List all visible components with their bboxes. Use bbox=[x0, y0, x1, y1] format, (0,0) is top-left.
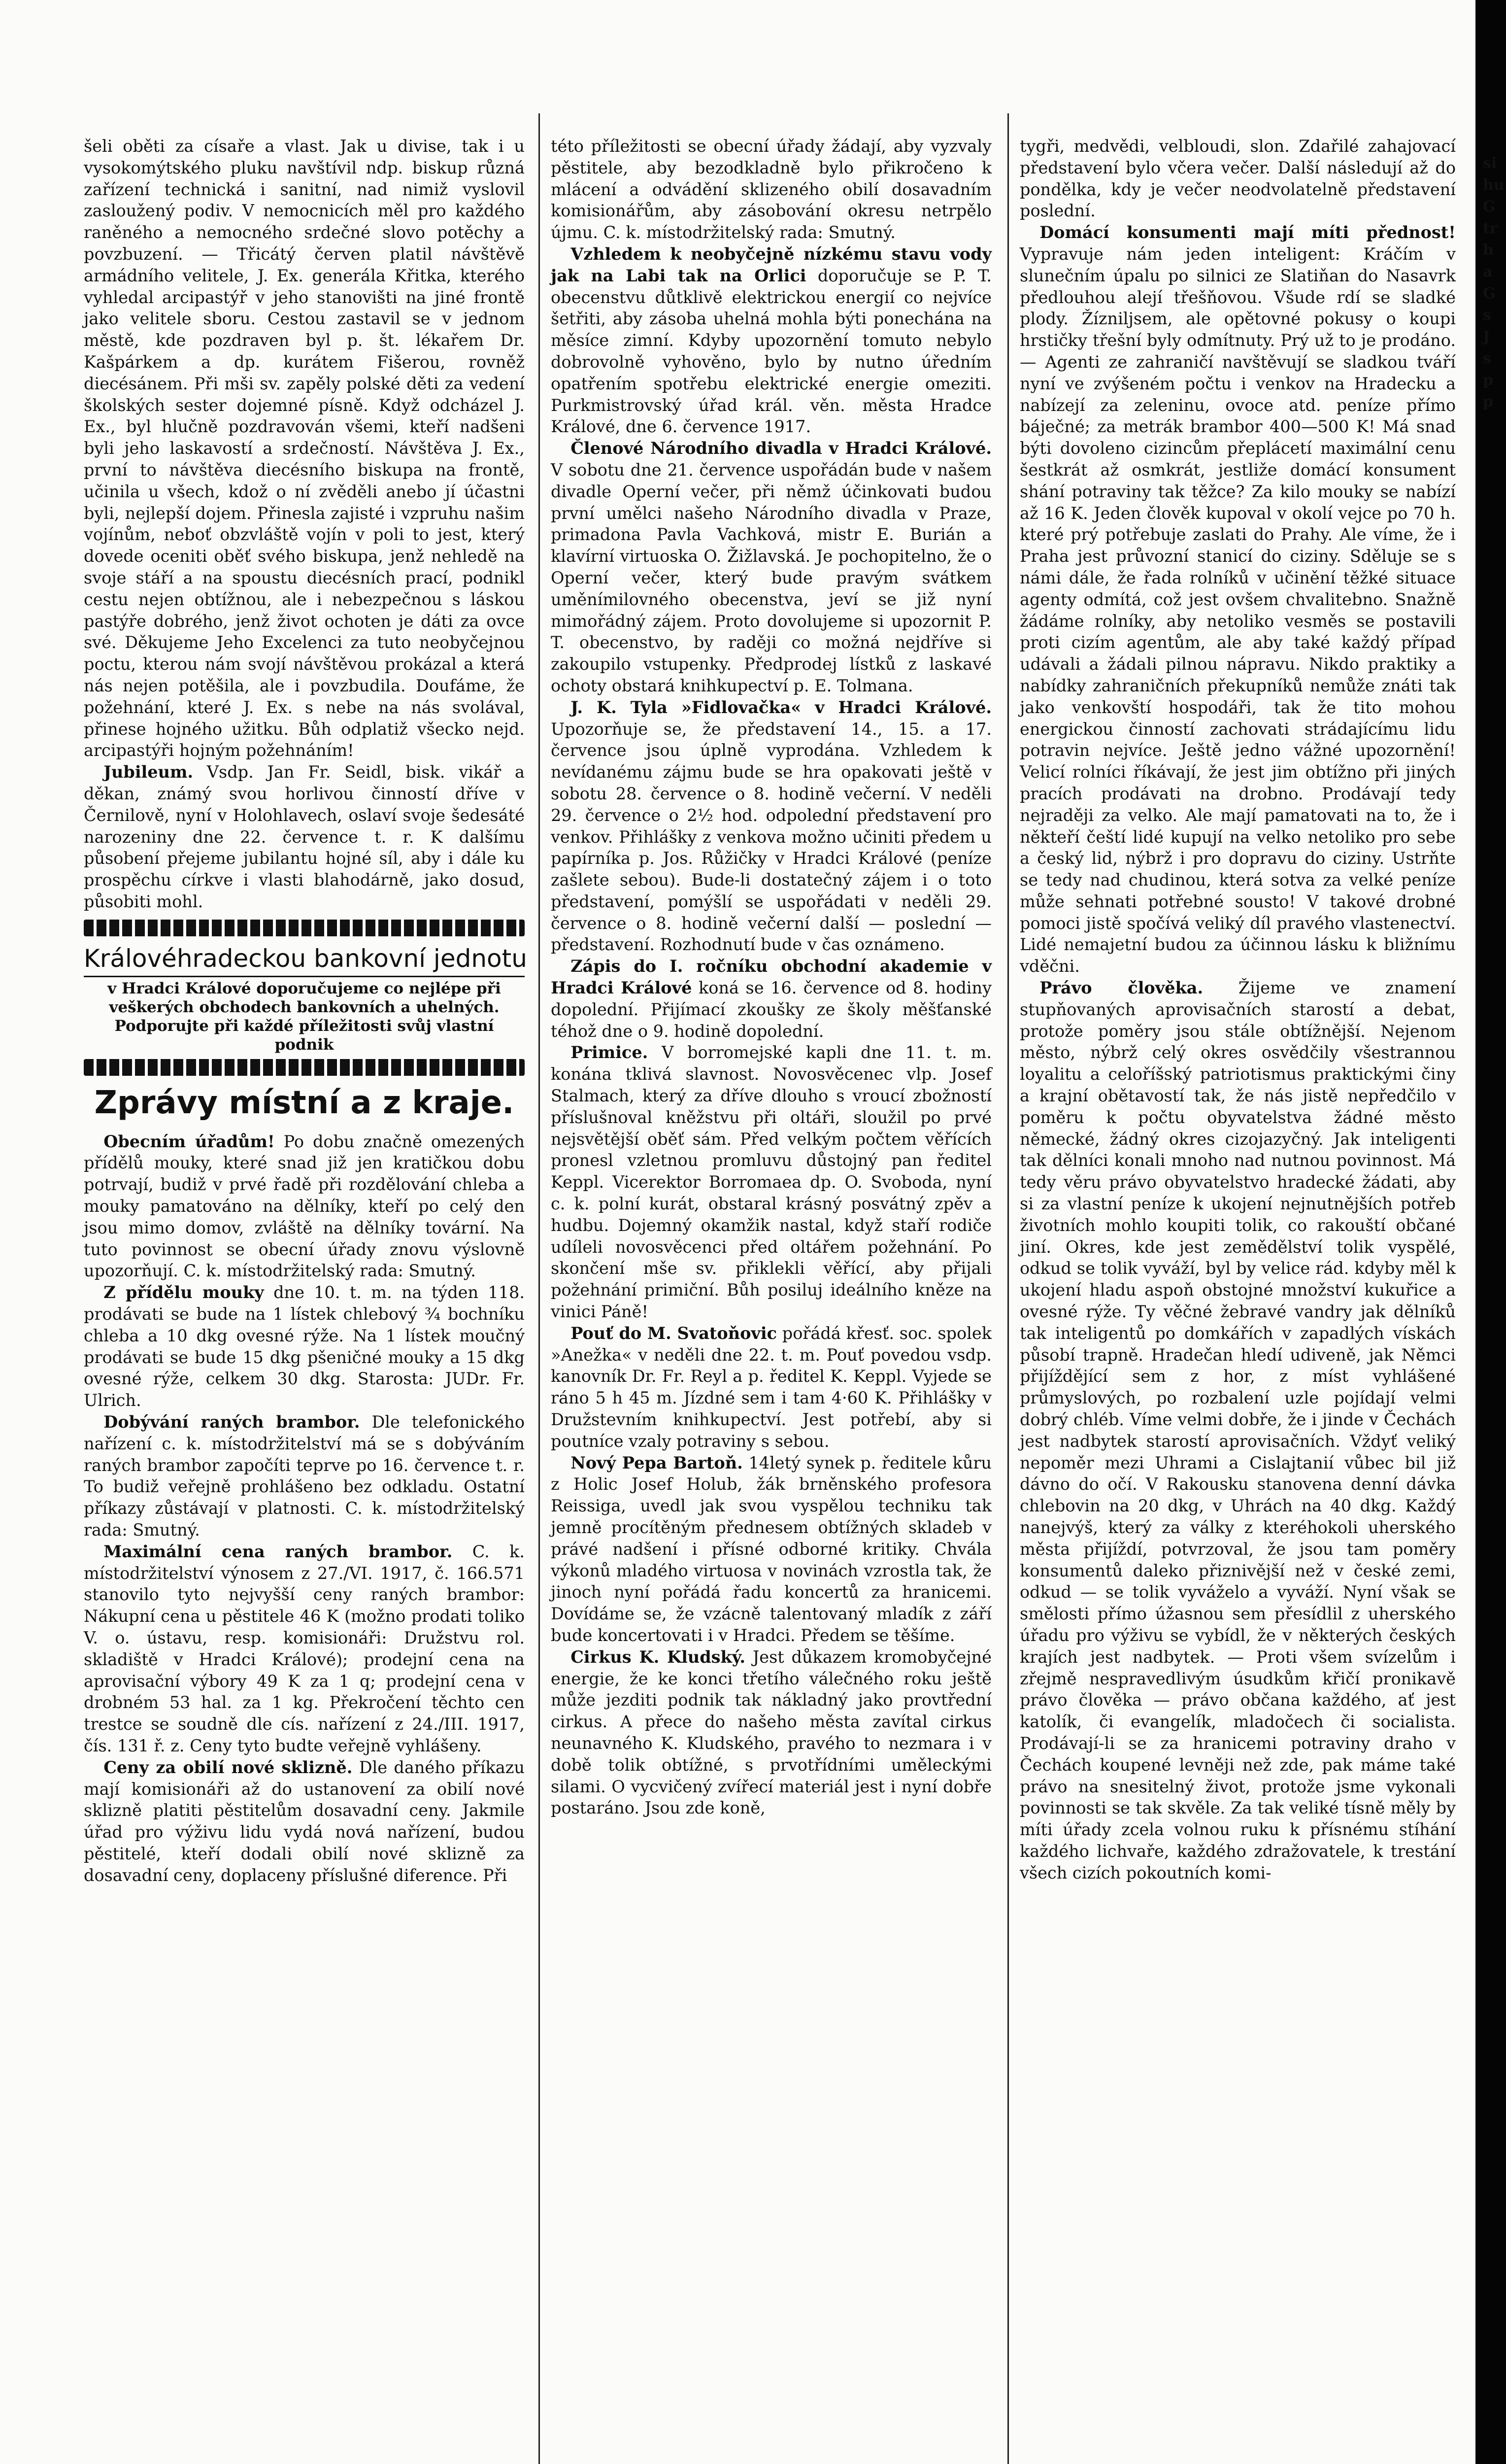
ad-text: v Hradci Králové doporučujeme co nejlépe při veškerých obchodech bankovních a uhelných. Podporujte při každé příležitosti svůj vlastní podnik bbox=[107, 979, 501, 1054]
article-pout bbox=[551, 1323, 992, 1452]
article-heading: Dobývání raných brambor. bbox=[103, 1412, 360, 1432]
article-text: Upozorňuje se, že představení 14., 15. a 17. července jsou úplně vyprodána. Vzhledem k nevídanému zájmu bude se hra opakovati ještě v sobotu 28. července o 8. hodině večerní. V neděli 29. července o 2½ hod. odpolední představení pro venkov. Přihlášky z venkova možno učiniti předem u papírníka p. Jos. Růžičky v Hradci Králové (peníze zašlete sebou). Bude-li dostatečný zájem i o toto představení, pomýšlí se uspořádati v neděli 29. července o 8. hodině večerní další — poslední — představení. Rozhodnutí bude v čas oznámeno. bbox=[551, 719, 992, 955]
article-domaci bbox=[1020, 222, 1456, 977]
article-primice bbox=[551, 1042, 992, 1322]
article-text: 14letý synek p. ředitele kůru z Holic Josef Holub, žák brněnského profesora Reissiga, uvedl jak svou vyspělou techniku tak jemně procítěným přednesem obtížných skladeb v právé nadšení i přísné odborné kritiky. Chvála výkonů mladého virtuosa v novinách vzrostla tak, že jinoch nyní pořádá řadu koncertů za hranicemi. Dovídáme se, že vzácně talentovaný mladík z září bude koncertovati i v Hradci. Předem se těšíme. bbox=[551, 1453, 992, 1645]
article-text: pořádá křesť. soc. spolek »Anežka« v neděli dne 22. t. m. Pouť povedou vsdp. kanovník Dr. Fr. Reyl a p. ředitel K. Keppl. Vyjede se ráno 5 h 45 m. Jízdné sem i tam 4·60 K. Přihlášky v Družstevním knihkupectví. Jest potřebí, aby si poutníce vzaly potraviny s sebou. bbox=[551, 1323, 992, 1451]
article-heading: Nový Pepa Bartoň. bbox=[570, 1453, 743, 1472]
article-text: koná se 16. července od 8. hodiny dopolední. Přijímací zkoušky ze školy měšťanské téhož dne o 9. hodině dopolední. bbox=[551, 978, 992, 1041]
article-vzhledem bbox=[551, 243, 992, 438]
article-text: Žijeme ve znamení stupňovaných aprovisačních starostí a debat, protože poměry jsou stále obtížnější. Nejenom město, nýbrž celý okres osvědčily všestrannou loyalitu a celoříšský patriotismus praktickými činy a krajní obětavostí tak, že nás jistě nepředčilo v poměru k počtu obyvatelstva žádné město německé, žádný okres cizojazyčný. Jak inteligenti tak dělníci konali mnoho nad nutnou povinnost. Má tedy věru právo obyvatelstvo hradecké žádati, aby si za vlastní peníze k ukojení nejnutnějších potřeb životních mohlo koupiti tolik, co rakouští občané jiní. Okres, kde jest zemědělství tolik vyspělé, odkud se tolik vyváží, byl by velice rád. kdyby měl k ukojení hladu aspoň obstojné množství kukuřice a ovesné rýže. Ty věčné žebravé vandry jak dělníků tak inteligentů po domkářích v zapadlých vískách působí trapně. Hradečan hledí udiveně, jak Němci přijíždějící sem z hor, z míst vyhlášené průmyslových, po rozbalení uzle pojídají velmi dobrý chléb. Víme velmi dobře, že i jinde v Čechách jest nadbytek starostí aprovisačních. Vždyť veliký nepoměr mezi Uhrami a Cislajtanií vůbec bil již dávno do očí. V Rakousku stanovena denní dávka chlebovin na 20 dkg, v Uhrách na 40 dkg. Každý nanejvýš, který za války z kteréhokoli uherského města přijíždí, potvrzoval, že jsou tam poměry konsumentů daleko přiznivější než v české zemi, odkud — se tolik vyváželo a vyváží. Nyní však se smělosti přímo úžasnou sem přesídlil z uherského úřadu pro výživu se vybídl, že v některých českých krajích jest nadbytek. — Proti všem svízelům i zřejmě nespravedlivým úsudkům křičí pronikavě právo člověka — právo občana každého, ať jest katolík, či evangelík, mladočech či socialista. Prodávají-li se za hranicemi potraviny draho v Čechách koupené levněji než zde, pak máme také právo na snesitelný život, protože jsme vykonali povinnosti se tak skvěle. Za tak veliké tísně měly by míti úřady zcela volnou ruku k přísnému stíhání každého lichvaře, každého zdražovatele, k trestání všech cizích pokoutních komi- bbox=[1020, 978, 1456, 1882]
article-text: Po dobu značně omezených přídělů mouky, které snad již jen kratičkou dobu potrvají, budiž v prvé řadě při rozdělování chleba a mouky pamatováno na dělníky, kteří po celý den jsou mimo domov, zvláště na dělníky tovární. Na tuto povinnost se obecní úřady znovu výslovně upozorňují. C. k. místodržitelský rada: Smutný. bbox=[84, 1131, 525, 1281]
next-page-fragment bbox=[1483, 153, 1505, 448]
article-heading: Domácí konsumenti mají míti přednost! bbox=[1039, 223, 1456, 242]
fragment-line: si bbox=[1483, 155, 1497, 172]
fragment-line: s bbox=[1483, 350, 1491, 367]
fragment-line: p bbox=[1483, 393, 1493, 411]
article-heading: Z přídělu mouky bbox=[103, 1283, 264, 1302]
article-text: Vsdp. Jan Fr. Seidl, bisk. vikář a děkan, známý svou horlivou činností dříve v Černilově, nyní v Holohlavech, oslaví svoje šedesáté narozeniny dne 22. července t. r. K dalšímu působení přejeme jubilantu hojné síl, aby i dále ku prospěchu církve i vlasti blahodárně, jako dosud, působiti mohl. bbox=[84, 762, 525, 911]
fragment-line: p bbox=[1483, 372, 1493, 389]
article-maximalni bbox=[84, 1541, 525, 1757]
article-fidlovacka bbox=[551, 697, 992, 956]
article-text: Vypravuje nám jeden inteligent: Kráčím v slunečním úpalu po silnici ze Slatiňan do Nasavrk předlouhou alejí třešňovou. Všude rdí se sladké plody. Žízniljsem, ale opětovné pokusy o koupi hrstičky třešní byly odmítnuty. Prý už to je prodáno. — Agenti ze zahraničí navštěvují se sladkou tváří nyní ve zvýšeném počtu i venkov na Hradecku a nabízejí za zeleninu, ovoce atd. peníze přímo báječné; za metrák brambor 400—500 K! Má snad býti dovoleno cizincům přeplácetí maximální cenu šestkrát až osmkrát, jestliže domácí konsument shání potraviny tak těžce? Za kilo mouky se nabízí až 16 K. Jeden člověk kupoval v okolí vejce po 70 h. které prý potřebuje zaslati do Prahy. Ale víme, že i Praha jest průvozní stanicí do ciziny. Sděluje se s námi dále, že řada rolníků v učinění těžké situace agenty odmítá, což jest ovšem chvalitebno. Snažně žádáme rolníky, aby netoliko vesměs se postavili proti cizím agentům, ale aby také každý případ udávali a žádali pilnou nápravu. Nikdo praktiky a nabídky zahraničních překupníků nemůže znáti tak jako venkovští hospodáři, tak že tito mohou energickou činností zachovati strádajícímu lidu potravin nejvíce. Ještě jedno vážné upozornění! Velicí rolníci říkávají, že jest jim obtížno při jiných pracích prodávati na drobno. Prodávají tedy nejraději za velko. Ale mají pamatovati na to, že i někteří čeští lidé kupují na velko netoliko pro sebe a český lid, nýbrž i pro dopravu do ciziny. Ustrňte se tedy nad chudinou, která sotva za velké peníze může sehnati potřebné sousto! V takové drobné pomoci jistě spočívá veliký díl pravého vlastenectví. Lidé nemajetní budou za účinnou lásku k bližnímu vděčni. bbox=[1020, 244, 1456, 976]
fragment-line: G bbox=[1483, 198, 1496, 215]
ornament-border bbox=[84, 1059, 525, 1076]
article-dobyvani bbox=[84, 1411, 525, 1541]
ad-title: Královéhradeckou bankovní jednotu bbox=[84, 941, 525, 977]
article-clenove bbox=[551, 438, 992, 697]
fragment-line: G bbox=[1483, 285, 1496, 302]
column-rule bbox=[538, 113, 540, 2464]
article-text: V borromejské kapli dne 11. t. m. konána tklivá slavnost. Novosvěcenec vlp. Josef Stalmach, který za dříve dlouho s vroucí zbožností příslušnoval kněžstvu při oltáři, sloužil po prvé nejsvětější oběť sám. Před velkým počtem věřících pronesl vzletnou promluvu důstojný pan ředitel Keppl. Vicerektor Borromaea dp. O. Svoboda, nyní c. k. polní kurát, obstaral krásný posvátný zpěv a hudbu. Dojemný okamžik nastal, když staří rodiče udíleli novosvěcenci před oltářem požehnání. Po skončení mše sv. přiklekli věřící, aby přijali požehnání primiční. Bůh posiluj ideálního kněze na vinici Páně! bbox=[551, 1043, 992, 1322]
fragment-line: hu bbox=[1483, 176, 1505, 194]
article-pridel bbox=[84, 1282, 525, 1411]
article-heading: Obecním úřadům! bbox=[103, 1131, 275, 1151]
article-cirkus bbox=[551, 1646, 992, 1819]
fragment-line: J bbox=[1483, 328, 1490, 345]
article-heading: Členové Národního divadla v Hradci Králové. bbox=[570, 439, 992, 458]
article-heading: Pouť do M. Svatoňovic bbox=[570, 1323, 777, 1343]
article-text: doporučuje se P. T. obecenstvu důtklivě elektrickou energií co nejvíce šetřiti, aby zásoba uhelná mohla býti ponechána na měsíce zimní. Kdyby upozornění tomuto nebylo dobrovolně vyhověno, bylo by nutno úředním opatřením spotřebu elektrické energie omeziti. Purkmistrovský úřad král. věn. města Hradce Králové, dne 6. července 1917. bbox=[551, 266, 992, 437]
article-heading: Maximální cena raných brambor. bbox=[103, 1541, 453, 1561]
article-text: C. k. místodržitelství výnosem z 27./VI. 1917, č. 166.571 stanovilo tyto nejvyšší ceny raných brambor: Nákupní cena u pěstitele 46 K (možno prodati toliko V. o. ústavu, resp. komisionáři: Družstvu rol. skladiště v Hradci Králové); prodejní cena na aprovisační výbory 49 K za 1 q; prodejní cena v drobném 53 hal. za 1 kg. Překročení těchto cen trestce se soudně dle cís. nařízení z 24./III. 1917, čís. 131 ř. z. Ceny tyto budte veřejně vyhlášeny. bbox=[84, 1541, 525, 1755]
bank-advertisement bbox=[84, 920, 525, 1076]
column-3 bbox=[1020, 136, 1456, 2464]
article-text: Dle telefonického nařízení c. k. místodržitelství má se s dobýváním raných brambor započíti teprve po 16. července t. r. To budiž veřejně prohlášeno bez odkladu. Ostatní příkazy zůstávají v platnosti. C. k. místodržitelský rada: Smutný. bbox=[84, 1412, 525, 1540]
article-paragraph: šeli oběti za císaře a vlast. Jak u divise, tak i u vysokomýtského pluku navštívil ndp. biskup různá zařízení technická i sanitní, nad nimiž vyslovil zasloužený podiv. V nemocnicích měl pro každého raněného a nemocného srdečné slovo potěchy a povzbuzení. — Třicátý červen platil návštěvě armádního velitele, J. Ex. generála Křitka, kterého vyhledal arcipastýř v jeho stanovišti na jiné frontě jako velitele sboru. Cestou zastavil se v jednom městě, kde pozdraven byl p. št. lékařem Dr. Kašpárkem a dp. kurátem Fišerou, rovněž diecésánem. Při mši sv. zapěly polské děti za vedení školských sester dojemné písně. Když odcházel J. Ex., byl hlučně pozdravován všemi, kteří nadšeni byli jeho laskavostí a srdečností. Návštěva J. Ex., první to návštěva diecésního biskupa na frontě, učinila u všech, kdož o ní zvěděli anebo jí účastni byli, nejlepší dojem. Přinesla zajisté i vzpruhu našim vojínům, neboť obzvláště vojín v poli to jest, který dovede oceniti oběť svého biskupa, jenž nehledě na svoje stáří a na spoustu diecésních prací, podnikl cestu nejen obtížnou, ale i nebezpečnou s láskou pastýře dobrého, jenž život ochoten je dáti za ovce své. Děkujeme Jeho Excelenci za tuto neobyčejnou poctu, kterou nám svojí návštěvou prokázal a která nás nejen potěšila, ale i povzbudila. Doufáme, že požehnání, které J. Ex. s nebe na nás svolával, přinese hojného užitku. Bůh odplatiž všecko nejd. arcipastýři hojným požehnáním! bbox=[84, 137, 525, 760]
article-text: V sobotu dne 21. července uspořádán bude v našem divadle Operní večer, při němž účinkovati budou první umělci našeho Národního divadla v Praze, primadona Pavla Vachková, mistr E. Burián a klavírní virtuoska O. Žižlavská. Je pochopitelno, že o Operní večer, který bude pravým svátkem uměnímilovného obecenstva, jeví se již nyní mimořádný zájem. Proto dovolujeme si upozornit P. T. obecenstvo, by raději co možná nejdříve si zakoupilo vstupenky. Předprodej lístků z laskavé ochoty obstará knihkupectví p. E. Tolmana. bbox=[551, 460, 992, 695]
article-pravo bbox=[1020, 977, 1456, 1883]
article-heading: J. K. Tyla »Fidlovačka« v Hradci Králové. bbox=[570, 697, 992, 717]
article-ceny bbox=[84, 1757, 525, 1886]
article-zapis bbox=[551, 956, 992, 1042]
column-rule bbox=[1007, 113, 1009, 2464]
column-1 bbox=[84, 136, 525, 2464]
article-heading: Ceny za obilí nové sklizně. bbox=[103, 1757, 353, 1777]
article-text: Jest důkazem kromobyčejné energie, že ke konci třetího válečného roku ještě může jezditi podnik tak nákladný jako provtřední cirkus. A přece do našeho města zavítal cirkus neunavného K. Kludského, pravého to nezmara i v době tolik obtížné, s prvotřídními uměleckými silami. O vycvičený zvířecí materiál jest i nyní dobře postaráno. Jsou zde koně, bbox=[551, 1647, 992, 1818]
article-heading: Právo člověka. bbox=[1039, 978, 1204, 998]
column-2 bbox=[551, 136, 992, 2464]
article-jubileum bbox=[84, 761, 525, 913]
article-obecnim bbox=[84, 1131, 525, 1282]
fragment-line: a bbox=[1483, 263, 1493, 280]
article-heading: Vzhledem k neobyčejně nízkému stavu vody jak na Labi tak na Orlici bbox=[551, 244, 992, 285]
article-paragraph: této příležitosti se obecní úřady žádají, aby vyzvaly pěstitele, aby bezodkladně bylo přikročeno k mlácení a odvádění sklizeného obilí dosavadním komisionářům, aby zásobování okresu netrpělo újmu. C. k. místodržitelský rada: Smutný. bbox=[551, 137, 992, 242]
article-text: Dle daného příkazu mají komisionáři až do ustanovení za obilí nové sklizně platiti pěstitelům dosavadní ceny. Jakmile úřad pro výživu lidu vydá nová nařízení, budou pěstitelé, kteří dodali obilí nové sklizně za dosavadní ceny, doplaceny příslušné diference. Při bbox=[84, 1757, 525, 1885]
article-heading: Jubileum. bbox=[103, 762, 194, 782]
article-heading: Primice. bbox=[570, 1043, 648, 1062]
section-title: Zprávy místní a z kraje. bbox=[94, 1084, 514, 1121]
fragment-line: s bbox=[1483, 307, 1491, 324]
fragment-line: h bbox=[1483, 241, 1494, 259]
article-heading: Zápis do I. ročníku obchodní akademie v Hradci Králové bbox=[551, 957, 992, 998]
article-heading: Cirkus K. Kludský. bbox=[570, 1647, 746, 1667]
article-paragraph: tygři, medvědi, velbloudi, slon. Zdařilé zahajovací představení bylo včera večer. Další následují až do pondělka, kdy je večer neodvolatelně představení poslední. bbox=[1020, 137, 1456, 221]
article-barton bbox=[551, 1452, 992, 1646]
fragment-line: tr bbox=[1483, 220, 1498, 237]
article-text: dne 10. t. m. na týden 118. prodávati se bude na 1 lístek chlebový ¾ bochníku chleba a 10 dkg ovesné rýže. Na 1 lístek moučný prodávati se bude 15 dkg pšeničné mouky a 15 dkg ovesné rýže, celkem 30 dkg. Starosta: JUDr. Fr. Ulrich. bbox=[84, 1283, 525, 1410]
ornament-border bbox=[84, 920, 525, 936]
